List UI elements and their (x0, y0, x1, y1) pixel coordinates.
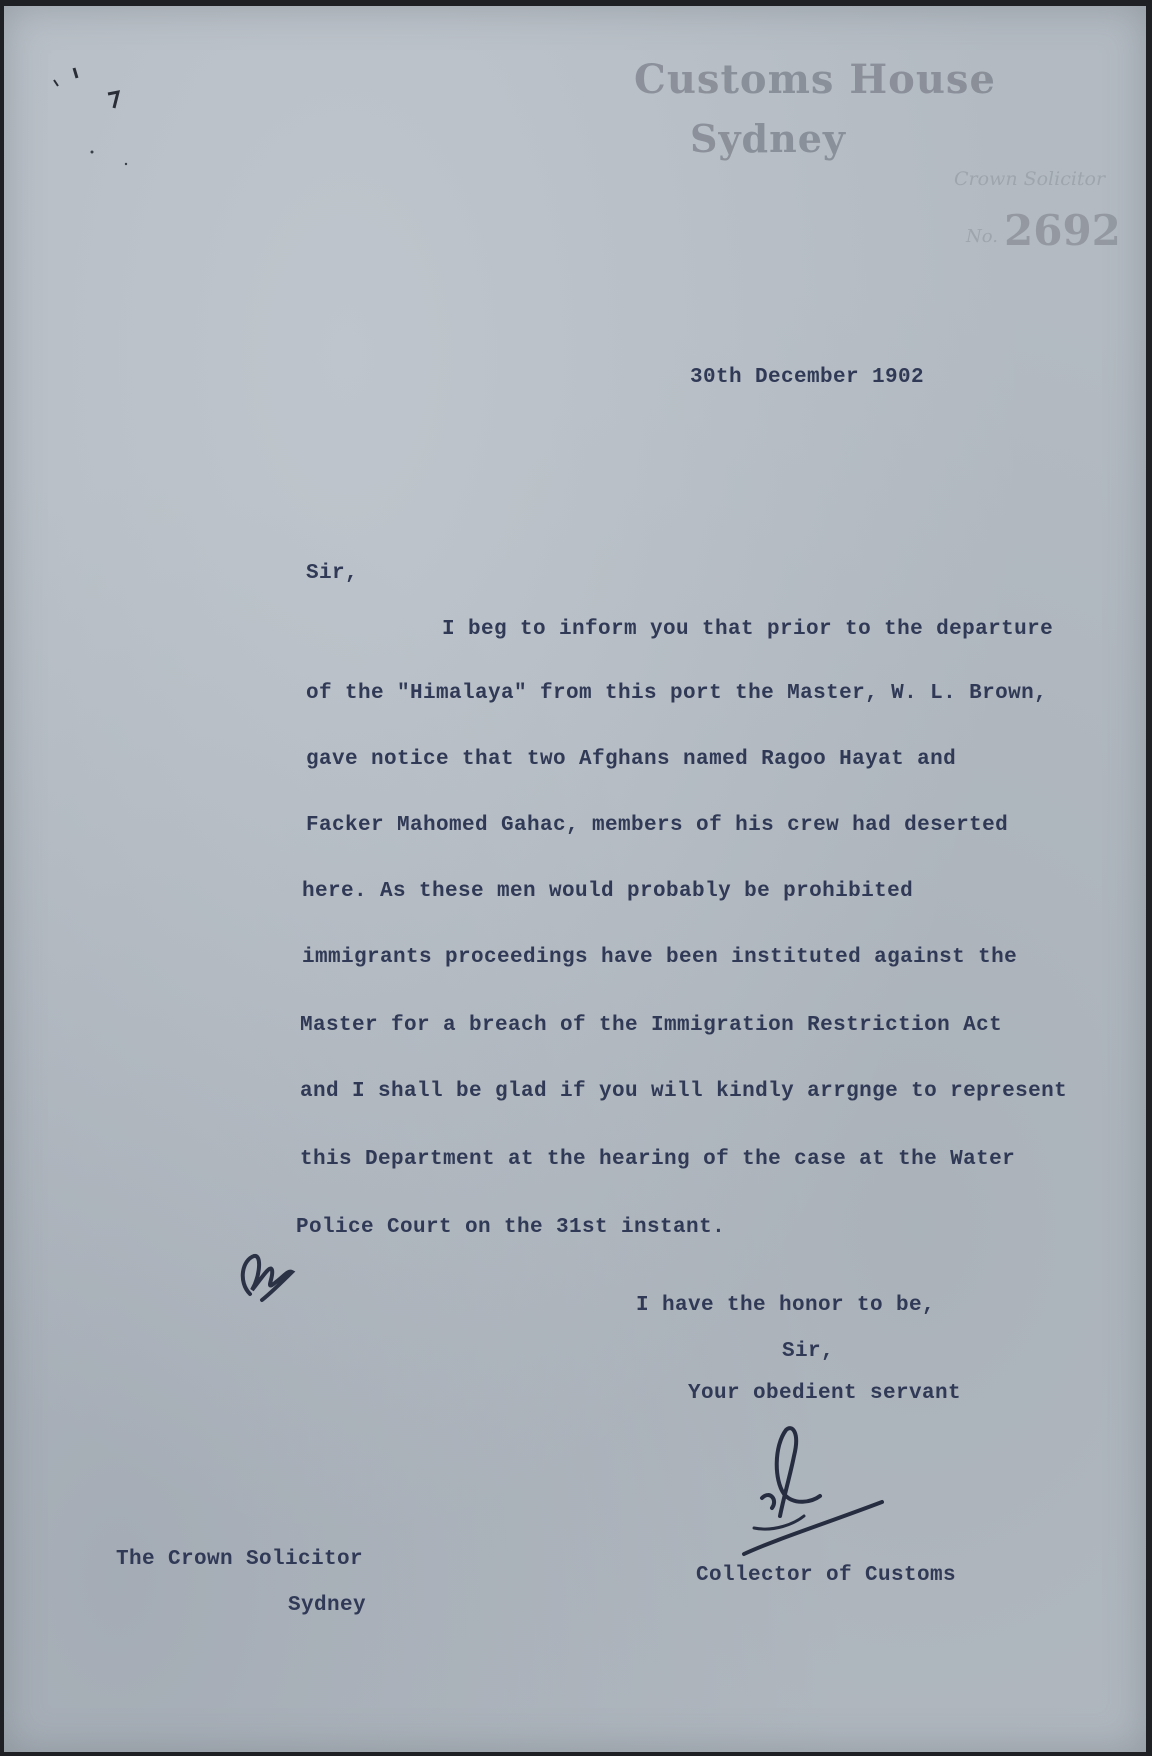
body-line: Master for a breach of the Immigration Restriction Act (300, 1014, 1003, 1037)
body-line: gave notice that two Afghans named Ragoo Hayat and (306, 748, 957, 771)
body-line: Facker Mahomed Gahac, members of his crew had deserted (306, 814, 1009, 837)
body-line: I beg to inform you that prior to the departure (442, 618, 1054, 641)
punch-marks (44, 56, 164, 166)
margin-initials (232, 1242, 302, 1312)
closing-line1: I have the honor to be, (636, 1294, 936, 1317)
signatory-title: Collector of Customs (696, 1564, 957, 1587)
signature (734, 1416, 884, 1566)
body-line: here. As these men would probably be prohibited (302, 880, 914, 903)
body-line: this Department at the hearing of the case at the Water (300, 1148, 1016, 1171)
letter-page (4, 6, 1146, 1752)
body-line: immigrants proceedings have been instituted against the (302, 946, 1018, 969)
closing-line3: Your obedient servant (688, 1382, 962, 1405)
body-line: of the "Himalaya" from this port the Master, W. L. Brown, (306, 682, 1048, 705)
stamp-office-line1: Customs House (634, 56, 996, 103)
stamp-office-line2: Sydney (690, 116, 846, 161)
addressee-line1: The Crown Solicitor (116, 1548, 364, 1571)
body-line: and I shall be glad if you will kindly arrgnge to represent (300, 1080, 1068, 1103)
letter-date: 30th December 1902 (690, 366, 925, 389)
closing-line2: Sir, (782, 1340, 835, 1363)
addressee-line2: Sydney (288, 1594, 367, 1617)
salutation: Sir, (306, 562, 359, 585)
stamp-number-prefix: No. (966, 226, 998, 247)
stamp-number: 2692 (1004, 206, 1121, 255)
body-line: Police Court on the 31st instant. (296, 1216, 726, 1239)
stamp-registry-label: Crown Solicitor (954, 168, 1106, 190)
